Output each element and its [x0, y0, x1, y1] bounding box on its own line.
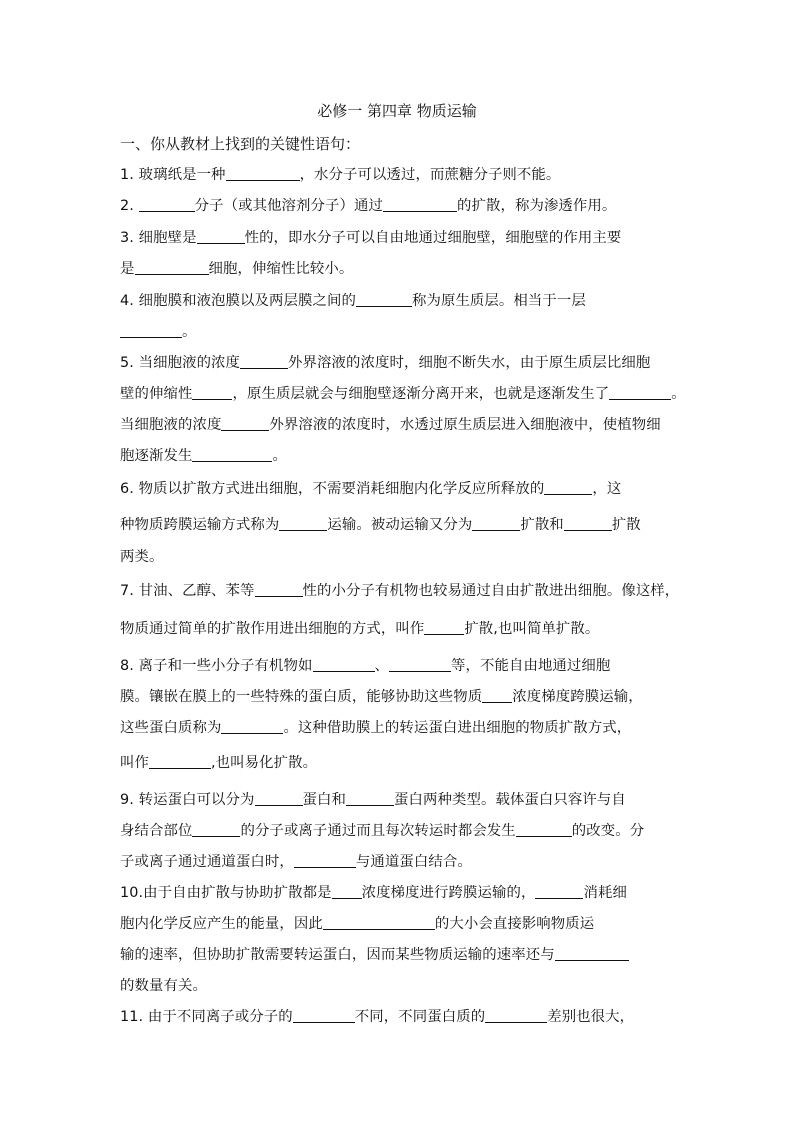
- question-7-line-1: 7. 甘油、乙醇、苯等 性的小分子有机物也较易通过自由扩散进出细胞。像这样，: [120, 583, 680, 599]
- question-4-line-2: 。: [120, 321, 197, 343]
- fill-blank[interactable]: [332, 883, 362, 899]
- fill-blank[interactable]: [555, 945, 629, 961]
- fill-blank[interactable]: [535, 883, 583, 899]
- question-10-line-2: 胞内化学反应产生的能量，因此 的大小会直接影响物质运: [120, 916, 595, 932]
- question-10-line-1: 10.由于自由扩散与协助扩散都是 浓度梯度进行跨膜运输的， 消耗细: [120, 885, 627, 901]
- fill-blank[interactable]: [221, 415, 269, 431]
- fill-blank[interactable]: [120, 322, 182, 338]
- question-10-line-4: 的数量有关。: [120, 978, 207, 994]
- fill-blank[interactable]: [226, 165, 300, 181]
- fill-blank[interactable]: [197, 228, 245, 244]
- question-10-line-3: 输的速率，但协助扩散需要转运蛋白，因而某些物质运输的速率还与: [120, 944, 629, 966]
- question-2: 2. 分子（或其他溶剂分子）通过 的扩散，称为渗透作用。: [120, 198, 617, 214]
- fill-blank[interactable]: [485, 1007, 547, 1023]
- fill-blank[interactable]: [279, 515, 327, 531]
- question-5-line-1: 5. 当细胞液的浓度 外界溶液的浓度时，细胞不断失水，由于原生质层比细胞: [120, 355, 651, 371]
- fill-blank[interactable]: [293, 1007, 355, 1023]
- fill-blank[interactable]: [294, 852, 356, 868]
- fill-blank[interactable]: [313, 656, 375, 672]
- question-6-line-2: 种物质跨膜运输方式称为 运输。被动运输又分为 扩散和 扩散: [120, 517, 641, 533]
- question-8-line-3: 这些蛋白质称为 。这种借助膜上的转运蛋白进出细胞的物质扩散方式，: [120, 720, 632, 736]
- fill-blank[interactable]: [323, 914, 435, 930]
- fill-blank[interactable]: [544, 479, 592, 495]
- question-8-line-2: 膜。镶嵌在膜上的一些特殊的蛋白质，能够协助这些物质 浓度梯度跨膜运输，: [120, 689, 643, 705]
- fill-blank[interactable]: [424, 619, 464, 635]
- fill-blank[interactable]: [609, 384, 671, 400]
- fill-blank[interactable]: [346, 790, 394, 806]
- question-3-line-1: 3. 细胞壁是 性的，即水分子可以自由地通过细胞壁，细胞壁的作用主要: [120, 230, 622, 246]
- section-heading: 一、你从教材上找到的关键性语句：: [120, 135, 361, 153]
- fill-blank[interactable]: [516, 821, 572, 837]
- fill-blank[interactable]: [472, 515, 520, 531]
- question-4-line-1: 4. 细胞膜和液泡膜以及两层膜之间的 称为原生质层。相当于一层: [120, 293, 586, 309]
- fill-blank[interactable]: [255, 790, 303, 806]
- fill-blank[interactable]: [255, 581, 303, 597]
- fill-blank[interactable]: [564, 515, 612, 531]
- fill-blank[interactable]: [192, 821, 240, 837]
- fill-blank[interactable]: [192, 384, 232, 400]
- fill-blank[interactable]: [356, 291, 412, 307]
- question-5-line-4: 胞逐渐发生 。: [120, 448, 287, 464]
- question-5-line-3: 当细胞液的浓度 外界溶液的浓度时，水透过原生质层进入细胞液中，使植物细: [120, 417, 661, 433]
- question-9-line-1: 9. 转运蛋白可以分为 蛋白和 蛋白两种类型。载体蛋白只容许与自: [120, 792, 626, 808]
- fill-blank[interactable]: [192, 446, 272, 462]
- question-11-line-1: 11. 由于不同离子或分子的 不同，不同蛋白质的 差别也很大，: [120, 1009, 635, 1025]
- fill-blank[interactable]: [383, 196, 457, 212]
- question-9-line-2: 身结合部位 的分子或离子通过而且每次转运时都会发生 的改变。分: [120, 823, 645, 839]
- fill-blank[interactable]: [389, 656, 451, 672]
- page-title: 必修一 第四章 物质运输: [317, 102, 477, 120]
- fill-blank[interactable]: [135, 259, 209, 275]
- question-1: 1. 玻璃纸是一种 ，水分子可以透过，而蔗糖分子则不能。: [120, 167, 561, 183]
- fill-blank[interactable]: [149, 753, 211, 769]
- question-6-line-1: 6. 物质以扩散方式进出细胞，不需要消耗细胞内化学反应所释放的 ，这: [120, 481, 622, 497]
- fill-blank[interactable]: [139, 196, 195, 212]
- fill-blank[interactable]: [482, 687, 512, 703]
- question-8-line-1: 8. 离子和一些小分子有机物如 、 等，不能自由地通过细胞: [120, 658, 611, 674]
- question-8-line-4: 叫作 ,也叫易化扩散。: [120, 755, 318, 771]
- fill-blank[interactable]: [221, 718, 283, 734]
- fill-blank[interactable]: [240, 353, 288, 369]
- question-7-line-2: 物质通过简单的扩散作用进出细胞的方式，叫作 扩散,也叫简单扩散。: [120, 621, 600, 637]
- question-6-line-3: 两类。: [120, 549, 164, 565]
- question-3-line-2: 是 细胞，伸缩性比较小。: [120, 261, 354, 277]
- question-9-line-3: 子或离子通过通道蛋白时， 与通道蛋白结合。: [120, 854, 472, 870]
- question-5-line-2: 壁的伸缩性 ，原生质层就会与细胞壁逐渐分离开来，也就是逐渐发生了 。: [120, 386, 686, 402]
